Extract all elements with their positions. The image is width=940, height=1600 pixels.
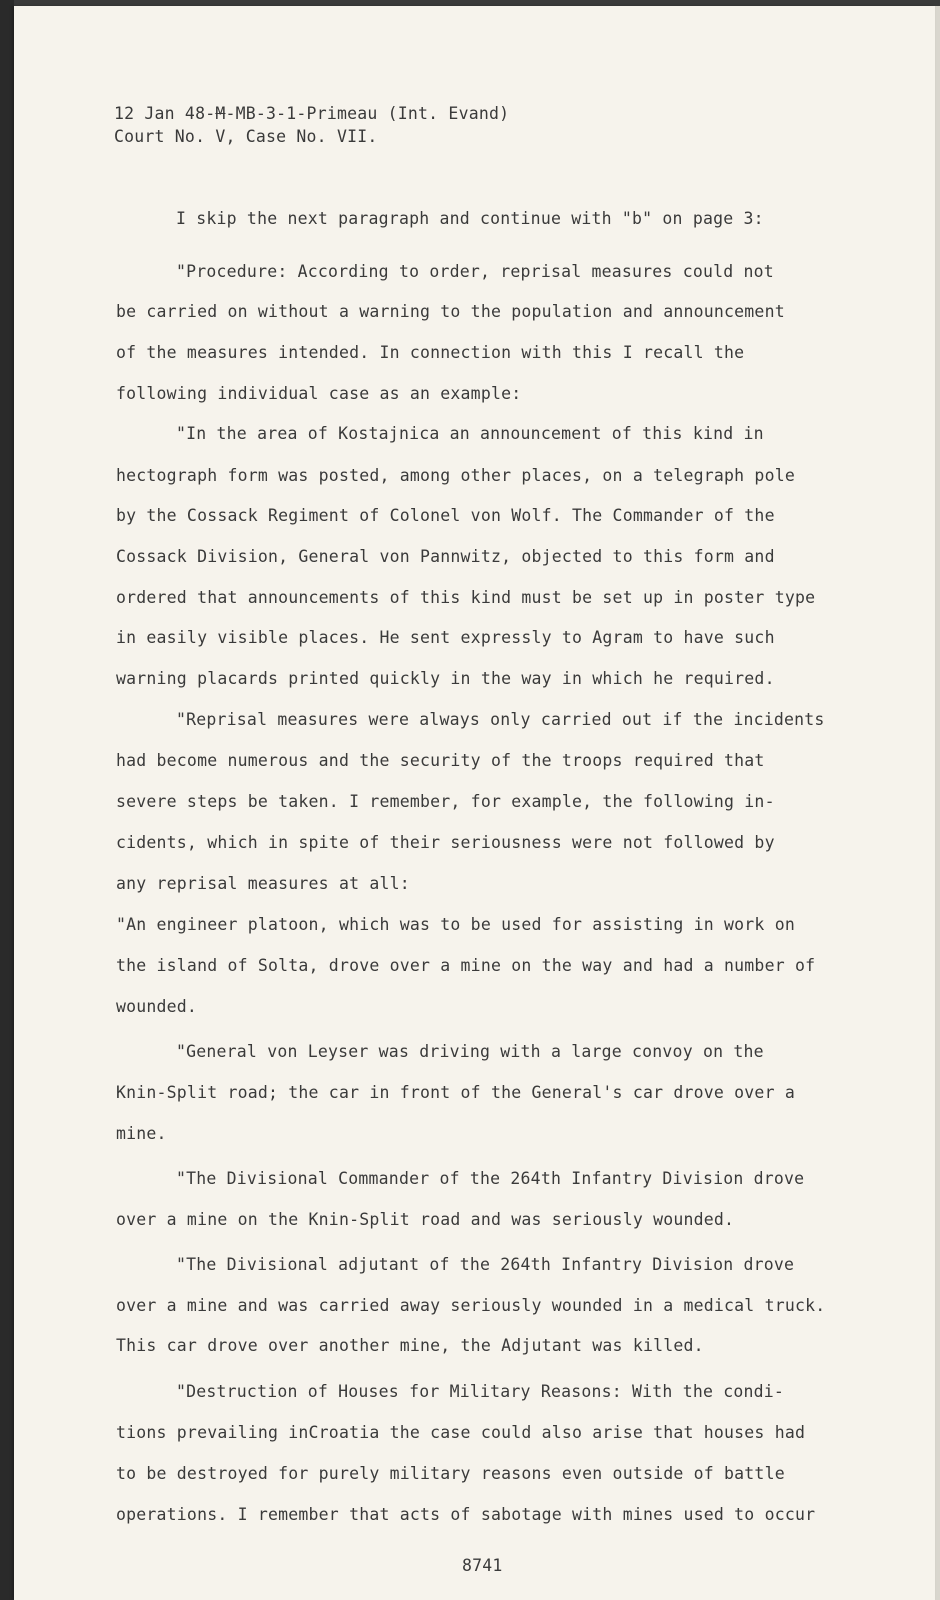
text-line: "The Divisional Commander of the 264th Infantry Division drove bbox=[176, 1169, 805, 1188]
text-line: in easily visible places. He sent expressly to Agram to have such bbox=[116, 628, 775, 647]
text-line: wounded. bbox=[116, 997, 198, 1016]
header-court-line: Court No. V, Case No. VII. bbox=[114, 127, 378, 146]
text-line: I skip the next paragraph and continue with "b" on page 3: bbox=[176, 209, 764, 228]
text-line: severe steps be taken. I remember, for example, the following in- bbox=[116, 792, 775, 811]
text-line: warning placards printed quickly in the way in which he required. bbox=[116, 669, 775, 688]
text-line: "An engineer platoon, which was to be used for assisting in work on bbox=[116, 915, 795, 934]
text-line: This car drove over another mine, the Adjutant was killed. bbox=[116, 1336, 704, 1355]
text-line: Knin-Split road; the car in front of the General's car drove over a bbox=[116, 1083, 795, 1102]
text-line: "General von Leyser was driving with a large convoy on the bbox=[176, 1042, 764, 1061]
text-line: "Destruction of Houses for Military Reasons: With the condi- bbox=[176, 1382, 785, 1401]
text-line: operations. I remember that acts of sabotage with mines used to occur bbox=[116, 1505, 816, 1524]
text-line: over a mine on the Knin-Split road and was seriously wounded. bbox=[116, 1210, 735, 1229]
text-line: tions prevailing inCroatia the case could also arise that houses had bbox=[116, 1423, 806, 1442]
page-number: 8741 bbox=[462, 1556, 503, 1575]
text-line: "In the area of Kostajnica an announcement of this kind in bbox=[176, 424, 764, 443]
text-line: mine. bbox=[116, 1124, 167, 1143]
scan-left-edge bbox=[0, 0, 14, 1600]
header-reference-line bbox=[114, 104, 509, 123]
text-line: the island of Solta, drove over a mine on the way and had a number of bbox=[116, 956, 816, 975]
header-ref-struck: M bbox=[215, 104, 226, 123]
text-line: ordered that announcements of this kind must be set up in poster type bbox=[116, 588, 816, 607]
text-line: any reprisal measures at all: bbox=[116, 874, 410, 893]
text-line: over a mine and was carried away seriously wounded in a medical truck. bbox=[116, 1296, 826, 1315]
text-line: of the measures intended. In connection with this I recall the bbox=[116, 343, 745, 362]
header-ref-part2: -MB-3-1-Primeau (Int. Evand) bbox=[225, 104, 510, 123]
text-line: following individual case as an example: bbox=[116, 384, 522, 403]
header-ref-part1: 12 Jan 48- bbox=[114, 104, 216, 123]
text-line: by the Cossack Regiment of Colonel von Wolf. The Commander of the bbox=[116, 506, 775, 525]
text-line: hectograph form was posted, among other places, on a telegraph pole bbox=[116, 466, 795, 485]
text-line: to be destroyed for purely military reasons even outside of battle bbox=[116, 1464, 785, 1483]
text-line: "Reprisal measures were always only carried out if the incidents bbox=[176, 710, 825, 729]
text-line: Cossack Division, General von Pannwitz, objected to this form and bbox=[116, 547, 775, 566]
text-line: had become numerous and the security of the troops required that bbox=[116, 751, 765, 770]
text-line: "Procedure: According to order, reprisal measures could not bbox=[176, 262, 774, 281]
text-line: be carried on without a warning to the population and announcement bbox=[116, 302, 785, 321]
text-line: "The Divisional adjutant of the 264th Infantry Division drove bbox=[176, 1255, 795, 1274]
document-page bbox=[14, 6, 935, 1600]
text-line: cidents, which in spite of their seriousness were not followed by bbox=[116, 833, 775, 852]
